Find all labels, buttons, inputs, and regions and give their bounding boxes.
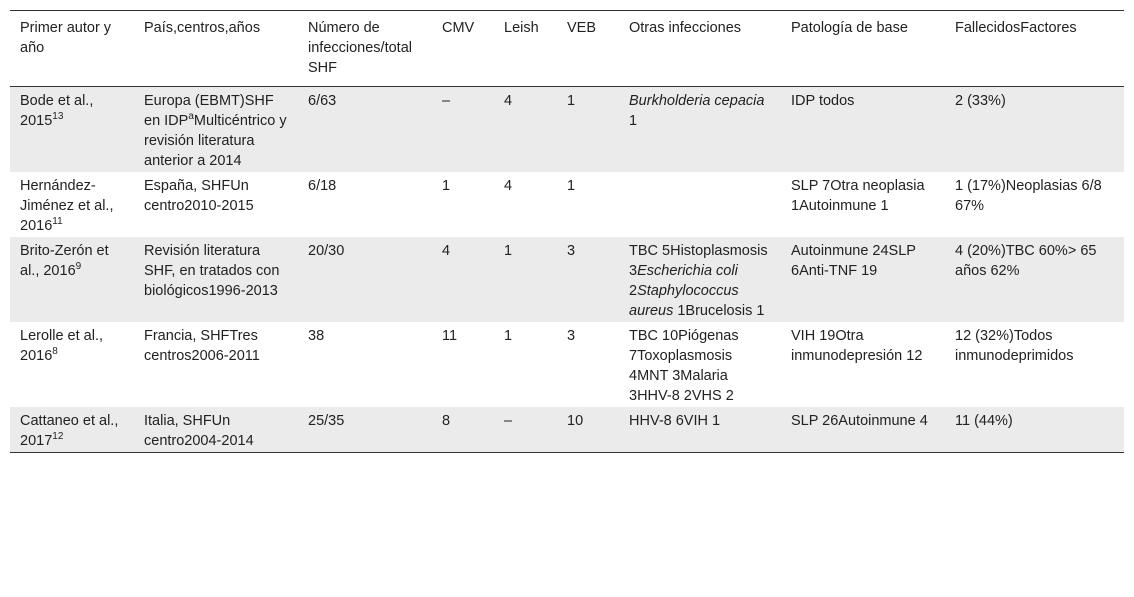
table-row [10,87,1124,173]
col-header-author: Primer autor y año [10,11,134,87]
cell-cmv: 1 [442,178,451,194]
reference: 9 [75,261,82,272]
cell-pais: Europa (EBMT)SHF en IDP$^a$Multicéntrico y revisión literatura anterior a 2014 [134,87,298,173]
cell-cmv: 8 [432,407,494,453]
cell-numero: 25/35 [298,407,432,453]
cell-patologia: VIH 19Otra inmunodepresión 12 [791,328,923,364]
cell-leish: 1 [504,328,513,344]
cell-pais: Francia, SHFTres centros2006-2011 [144,328,260,364]
cell-veb: 3 [567,328,576,344]
cell-author: Brito-Zerón et al., 2016$^9$ [10,237,134,322]
cell-leish: – [494,407,557,453]
cell-patologia: SLP 7Otra neoplasia 1Autoinmune 1 [791,178,925,214]
col-header-pais: País,centros,años [134,11,298,87]
cell-author: Hernández-Jiménez et al., 2016$^{11}$ [20,178,114,234]
cell-leish: 1 [494,237,557,322]
cell-cmv: 4 [432,237,494,322]
cell-otras: HHV-8 6VIH 1 [619,407,781,453]
cell-veb: 3 [557,237,619,322]
cell-pais: Italia, SHFUn centro2004-2014 [134,407,298,453]
col-header-leish: Leish [494,11,557,87]
cell-cmv: 11 [442,328,458,344]
cell-numero: 20/30 [298,237,432,322]
table-row [10,172,1124,237]
footnote-mark: a [188,111,194,122]
cell-veb: 1 [567,178,576,194]
cell-fallecidos: 11 (44%) [945,407,1124,453]
cell-pais: España, SHFUn centro2010-2015 [144,178,254,214]
table-row [10,407,1124,453]
table-row [10,237,1124,322]
cell-numero: 38 [308,328,325,344]
cell-author: Lerolle et al., 2016$^8$ [20,328,104,364]
cell-author: Bode et al., 2015$^{13}$ [10,87,134,173]
cell-fallecidos: 1 (17%)Neoplasias 6/8 67% [955,178,1102,214]
col-header-cmv: CMV [432,11,494,87]
cell-fallecidos: 2 (33%) [945,87,1124,173]
cell-author: Cattaneo et al., 2017$^{12}$ [10,407,134,453]
reference: 11 [52,216,63,227]
reference: 8 [52,346,58,357]
cell-numero: 6/63 [298,87,432,173]
cell-patologia: Autoinmune 24SLP 6Anti-TNF 19 [781,237,945,322]
infections-table [10,10,1124,453]
col-header-numero: Número de infecciones/total SHF [298,11,432,87]
cell-leish: 4 [504,178,513,194]
header-row [10,11,1124,87]
cell-fallecidos: 12 (32%)Todos inmunodeprimidos [955,328,1074,364]
cell-pais: Revisión literatura SHF, en tratados con biológicos1996-2013 [134,237,298,322]
cell-otras: TBC 5Histoplasmosis 3Escherichia coli 2Staphylococcus aureus 1Brucelosis 1 [619,237,781,322]
cell-fallecidos: 4 (20%)TBC 60%> 65 años 62% [945,237,1124,322]
table-container [10,10,1124,453]
col-header-fallecidos: FallecidosFactores [945,11,1124,87]
cell-numero: 6/18 [308,178,337,194]
cell-otras: TBC 10Piógenas 7Toxoplasmosis 4MNT 3Malaria 3HHV-8 2VHS 2 [629,328,739,404]
cell-patologia: IDP todos [781,87,945,173]
cell-leish: 4 [494,87,557,173]
col-header-patologia: Patología de base [781,11,945,87]
col-header-otras: Otras infecciones [619,11,781,87]
col-header-veb: VEB [557,11,619,87]
table-row [10,322,1124,407]
reference: 12 [52,431,64,442]
cell-otras: Burkholderia cepacia 1 [619,87,781,173]
cell-otras [619,172,781,237]
cell-veb: 10 [557,407,619,453]
cell-veb: 1 [557,87,619,173]
cell-patologia: SLP 26Autoinmune 4 [781,407,945,453]
reference: 13 [52,111,64,122]
cell-cmv: – [432,87,494,173]
